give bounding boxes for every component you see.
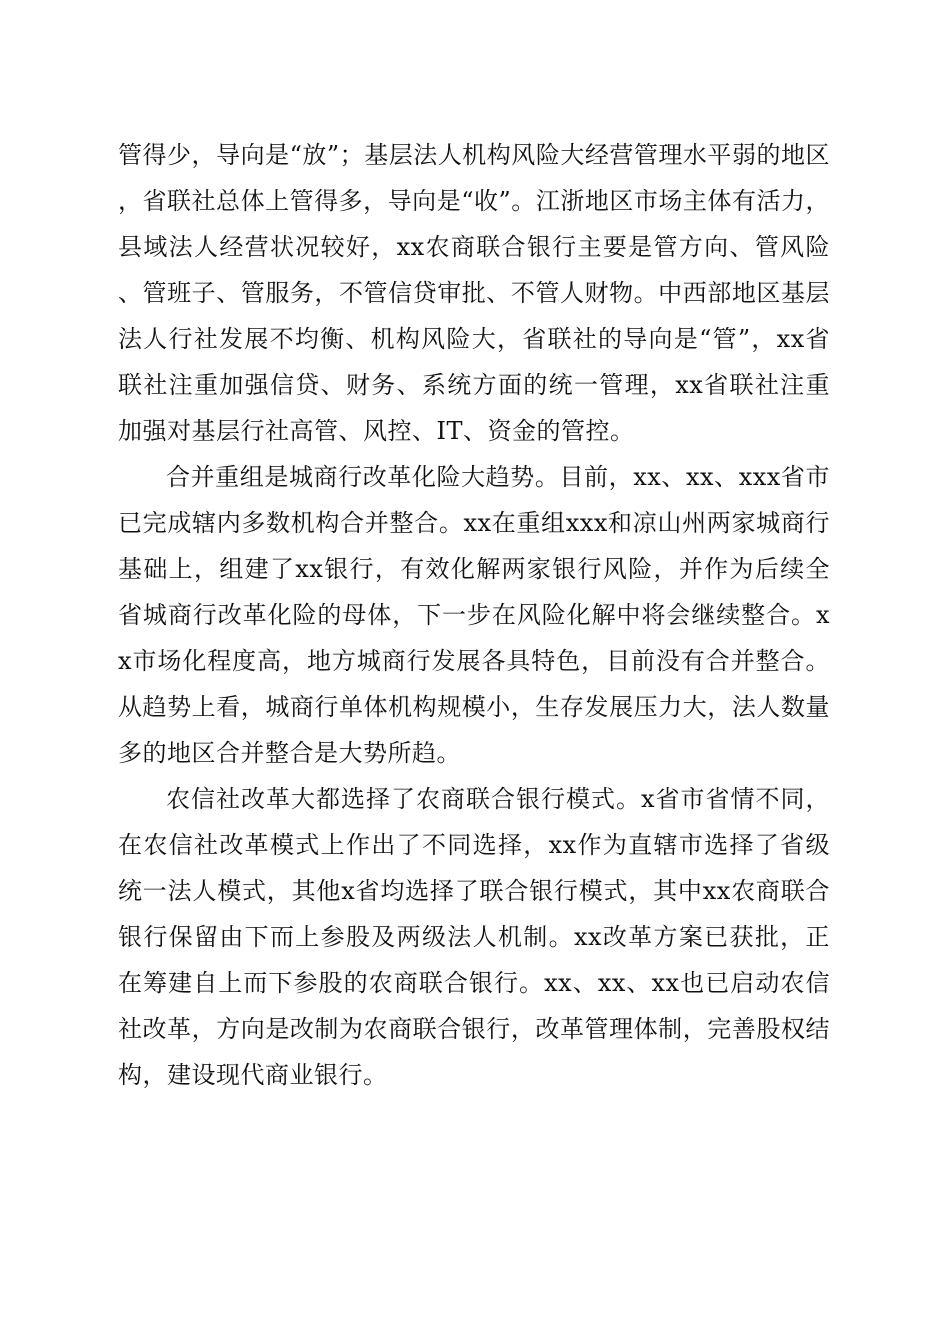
paragraph-rural-credit: 农信社改革大都选择了农商联合银行模式。x省市省情不同，在农信社改革模式上作出了不同选择，xx作为直辖市选择了省级统一法人模式，其他x省均选择了联合银行模式，其中xx农商联合银行保留由下而上参股及两级法人机制。xx改革方案已获批，正在筹建自上而下参股的农商联合银行。xx、xx、xx也已启动农信社改革，方向是改制为农商联合银行，改革管理体制，完善股权结构，建设现代商业银行。	[118, 785, 830, 1089]
document-body	[118, 132, 830, 1098]
paragraph-city-banks: 合并重组是城商行改革化险大趋势。目前，xx、xx、xxx省市已完成辖内多数机构合并整合。xx在重组xxx和凉山州两家城商行基础上，组建了xx银行，有效化解两家银行风险，并作为后续全省城商行改革化险的母体，下一步在风险化解中将会继续整合。xx市场化程度高，地方城商行发展各具特色，目前没有合并整合。从趋势上看，城商行单体机构规模小，生存发展压力大，法人数量多的地区合并整合是大势所趋。	[118, 463, 830, 767]
paragraph-continued: 管得少，导向是“放”；基层法人机构风险大经营管理水平弱的地区，省联社总体上管得多，导向是“收”。江浙地区市场主体有活力，县域法人经营状况较好，xx农商联合银行主要是管方向、管风险、管班子、管服务，不管信贷审批、不管人财物。中西部地区基层法人行社发展不均衡、机构风险大，省联社的导向是“管”，xx省联社注重加强信贷、财务、系统方面的统一管理，xx省联社注重加强对基层行社高管、风控、IT、资金的管控。	[118, 141, 830, 445]
